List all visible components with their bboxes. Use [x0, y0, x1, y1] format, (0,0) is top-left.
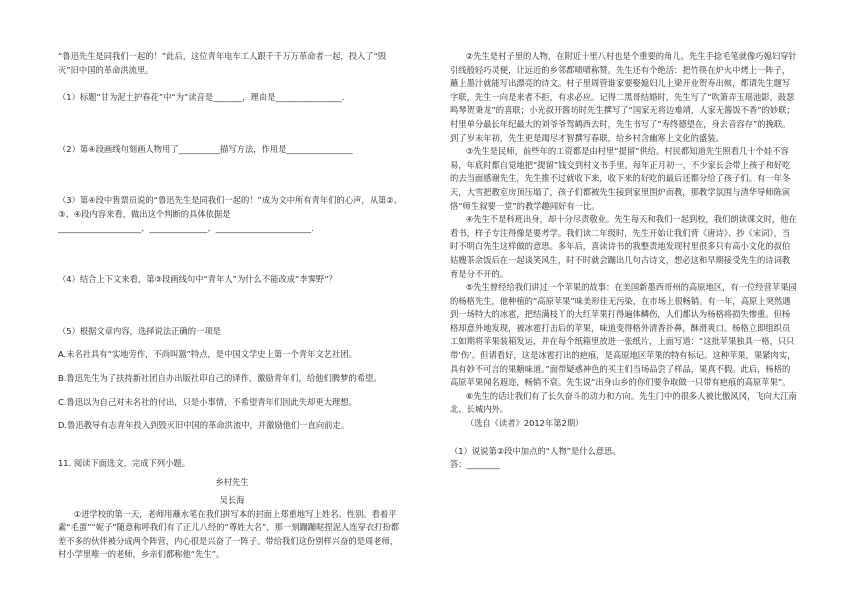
answer-line: 答：________ — [450, 459, 500, 470]
option-a: A.未名社具有“实地劳作，不尚叫嚣”特点，是中国文学史上第一个青年文艺社团。 — [58, 349, 357, 360]
option-d: D.鲁迅教导有志青年投入到毁灭旧中国的革命洪流中，并激励他们一直向前走。 — [58, 420, 350, 431]
article-author: 吴长海 — [219, 494, 245, 505]
paragraph-1: ①进学校的第一天，老师用蘸水笔在我们拼写本的封面上郑重地写上姓名、性别。看着平素“毛蛋”“妮子”随意称呼我们有了正儿八经的“尊姓大名”，那一刻蹦蹦哒捏泥人连穿衣打扮都差不多的伙伴被分成两个阵营，内心很是兴奋了一阵子。带给我们这份别样兴奋的是周老师，村小学里唯一的老师，乡亲们都称他“先生”。 — [58, 508, 400, 560]
article-title: 乡村先生 — [215, 477, 249, 488]
paragraph-5: ⑤先生曾经给我们讲过一个苹果的故事：在美国新墨西哥州的高原地区，有一位经营苹果园的杨格先生，他种植的“高原苹果”味美形佳无污染，在市场上很畅销。有一年，高原上突然遇到一场特大的冰雹，把结满枝丫的大红苹果打得遍体鳞伤，人们都认为杨格将损失惨重。但杨格却意外地发现，被冰雹打击后的苹果，味道变得格外清香扑鼻，酥滑爽口。杨格立即组织员工如期将苹果装箱发运，并在每个纸箱里放进一张纸片，上面写道：“这批苹果独具一格，只只带‘伤’。但请看好，这是冰雹打出的疤痕，是高原地区苹果的特有标记。这种苹果，果紧肉实，具有妙不可言的果糖味道。”面带疑惑神色的买主们当场品尝了样品，果真不假。此后，杨格的高原苹果闻名遐迩，畅销不衰。先生说“出身山乡的你们要争取做一只带有疤痕的高原苹果”。 — [450, 282, 797, 388]
option-c: C.鲁迅以为自己对未名社的付出，只是小事情，不希望青年们因此失却更大理想。 — [58, 396, 357, 407]
paragraph-4: ④先生不是科班出身，却十分尽责敬业。先生每天和我们一起到校，我们朗读课文时，他在看书，样子专注得像是要考学。我们读二年级时，先生开始让我们背《唐诗》、抄《宋词》，当时不明白先生这样做的意思。多年后，喜读诗书的我整责地发现村里很多只有高小文化的叔伯姑嫂茶余饭后在一起谈笑风生，时不时就会蹦出几句古诗文，想必这和早期接受先生的诗词教育是分不开的。 — [450, 214, 797, 279]
left-column — [58, 50, 406, 562]
question-3-blanks: ____________________、______________、_______________________. — [58, 222, 314, 233]
question-3: （3）第④段中售票员说的“鲁迅先生是同我们一起的！”成为文中所有青年们的心声，从第②、③、④段内容来看，做出这个判断的具体依据是 — [58, 195, 403, 219]
question-1: （1）标题“甘为泥土护春花”中“为”读音是_______，理由是________________. — [58, 92, 345, 103]
paragraph-6: ⑥先生的话让我们有了长久奋斗的动力和方向。先生门中的很多人被比傲风冈，飞向大江南北、长城内外。 — [450, 390, 797, 415]
source-note: （选自《读者》2012年第2期） — [465, 418, 584, 429]
intro-paragraph: “鲁迅先生是同我们一起的！”此后，这位青年电车工人跟千千万万革命者一起，投入了“毁灭”旧中国的革命洪流里。 — [58, 51, 387, 75]
question-5: （5）根据文章内容，选择说法正确的一项是 — [58, 325, 221, 336]
option-b: B.鲁迅先生为了扶持新社团自办出版社印自己的译作，激励青年们，给他们腾梦的希望。 — [58, 372, 382, 383]
question-2: （2）第④段画线句刻画人物用了__________描写方法，作用是________________ — [58, 143, 353, 154]
question-4: （4）结合上下文来看，第③段画线句中“青年人”为什么不能改成“李霁野”？ — [58, 274, 337, 285]
right-question-1: （1）说说第②段中加点的“人物”是什么意思。 — [450, 445, 621, 456]
right-column — [450, 50, 798, 472]
paragraph-2: ②先生是村子里的人物，在附近十里八村也是个重要的角儿。先生手捻毛笔就像巧媳妇穿针引线般轻巧灵便，让远近的乡邻都啧啧称赞。先生还有个绝活：把竹筷在炉火中烤上一阵子，蘸上墨汁就能写出漂亮的诗文。村子里周管谁家要娶媳妇儿上梁开业贺寿出殡，都请先生题写字联，先生一向是来者不拒，有求必应。记得二黑哥结婚时，先生写了“吹箫弄玉瑶池影，鼓瑟鸣琴贺秉龙”的喜联；小光叔开酱坊时先生撰写了“国家无将边难靖，人家无酱饭不香”的妙联；村里单分最长年纪最大的刘爷爷驾鹤西去时，先生书写了“寿终德望在，身去音容存”的挽联。到了岁末年初，先生更是竭尽才智撰写春联，给乡村含幽寒上文化的盛装。 — [450, 51, 797, 143]
paragraph-3: ③先生是民师，前些年的工资都是由村里“提留”供给。村民都知道先生照看几十个娃不容易，年底时都自觉地把“提留”钱交到村文书手里。每年正月初一，不少家长会带上孩子和好吃的去当面感谢先生，先生推不过就收下来，收下来的好吃的最后还都分给了孩子们。有一年冬天，大雪把教室房顶压塌了，孩子们都被先生接到家里围炉而教，那教学氛围与清华导师陈寅恪“师生叙要一堂”的教学趣闻好有一比。 — [450, 146, 791, 211]
section-heading: 11. 阅读下面选文，完成下列小题。 — [58, 457, 190, 468]
